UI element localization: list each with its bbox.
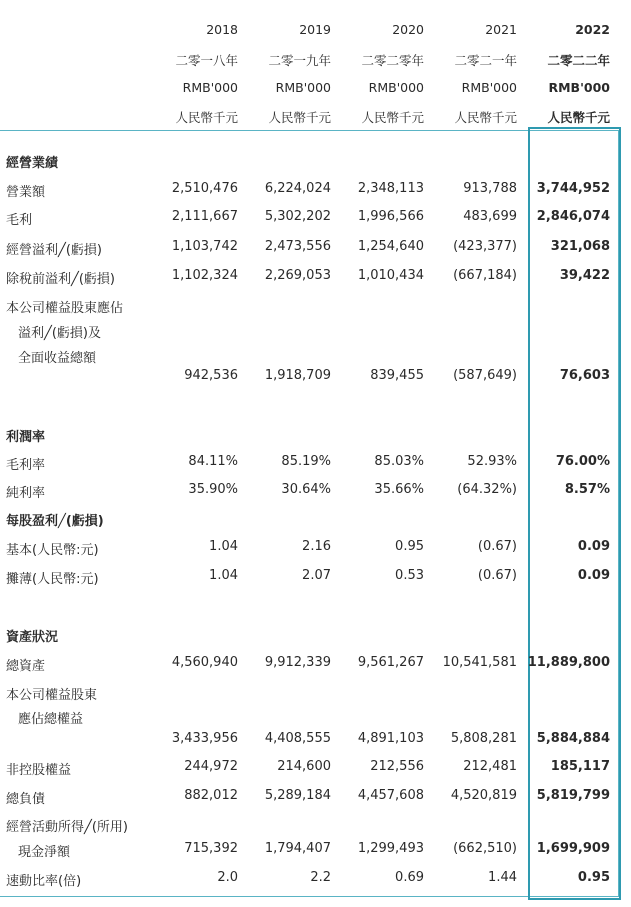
cell-value: 185,117: [550, 759, 610, 774]
row-label: 攤薄(人民幣:元): [6, 572, 99, 587]
header-cn-year: 二零一八年: [175, 53, 238, 68]
section-row: [0, 510, 631, 532]
row-label: 本公司權益股東: [6, 688, 98, 703]
row-label: 毛利: [6, 213, 33, 228]
header-year: 2022: [575, 22, 610, 37]
cell-value: 3,744,952: [536, 181, 610, 196]
cell-value: 2,348,113: [357, 181, 424, 196]
table-row: [0, 655, 631, 677]
cell-value: (667,184): [453, 268, 517, 283]
cell-value: (587,649): [453, 368, 517, 383]
cell-value: 5,808,281: [450, 731, 517, 746]
table-row: [0, 684, 631, 706]
row-label: 應佔總權益: [18, 712, 84, 727]
cell-value: 5,302,202: [264, 209, 331, 224]
cell-value: 715,392: [184, 841, 238, 856]
cell-value: (0.67): [477, 568, 517, 583]
table-row: [0, 454, 631, 476]
section-row: [0, 426, 631, 448]
cell-value: 2,111,667: [171, 209, 238, 224]
header-year: 2018: [206, 22, 238, 37]
cell-value: 1,102,324: [171, 268, 238, 283]
cell-value: 1,794,407: [264, 841, 331, 856]
cell-value: (0.67): [477, 539, 517, 554]
cell-value: 11,889,800: [527, 655, 610, 670]
row-label: 本公司權益股東應佔: [6, 301, 124, 316]
cell-value: 9,561,267: [357, 655, 424, 670]
table-row: [0, 347, 631, 369]
table-row: [0, 322, 631, 344]
cell-value: 8.57%: [564, 482, 610, 497]
header-unit-en: RMB'000: [275, 80, 331, 95]
cell-value: 76,603: [559, 368, 610, 383]
table-row: [0, 239, 631, 261]
cell-value: 4,560,940: [171, 655, 238, 670]
table-row: [0, 482, 631, 504]
cell-value: 1,996,566: [357, 209, 424, 224]
table-row: [0, 568, 631, 590]
header-unit-cn: 人民幣千元: [454, 110, 517, 125]
header-unit-cn: 人民幣千元: [361, 110, 424, 125]
cell-value: 1,918,709: [264, 368, 331, 383]
cell-value: 1,299,493: [357, 841, 424, 856]
cell-value: 0.95: [577, 870, 610, 885]
cell-value: (64.32%): [457, 482, 517, 497]
cell-value: 5,819,799: [536, 788, 610, 803]
cell-value: 0.95: [395, 539, 424, 554]
header-unit-en: RMB'000: [182, 80, 238, 95]
table-row: [0, 731, 631, 753]
cell-value: 4,408,555: [264, 731, 331, 746]
header-cn-year: 二零二零年: [361, 53, 424, 68]
cell-value: 1.04: [209, 539, 238, 554]
cell-value: 913,788: [463, 181, 517, 196]
cell-value: 76.00%: [555, 454, 610, 469]
row-label: 非控股權益: [6, 763, 72, 778]
cell-value: 2,473,556: [264, 239, 331, 254]
cell-value: 6,224,024: [264, 181, 331, 196]
cell-value: 244,972: [184, 759, 238, 774]
cell-value: 2,269,053: [264, 268, 331, 283]
cell-value: 5,884,884: [536, 731, 610, 746]
cell-value: 942,536: [184, 368, 238, 383]
cell-value: 2,846,074: [536, 209, 610, 224]
cell-value: 35.66%: [374, 482, 424, 497]
cell-value: 5,289,184: [264, 788, 331, 803]
header-year: 2020: [392, 22, 424, 37]
cell-value: 212,556: [370, 759, 424, 774]
table-row: [0, 297, 631, 319]
cell-value: 882,012: [184, 788, 238, 803]
cell-value: 2,510,476: [171, 181, 238, 196]
header-cn-year: 二零一九年: [268, 53, 331, 68]
header-unit-cn: 人民幣千元: [547, 110, 610, 125]
row-label: 速動比率(倍): [6, 874, 82, 889]
row-label: 純利率: [6, 486, 46, 501]
header-cn-year: 二零二一年: [454, 53, 517, 68]
cell-value: 0.53: [395, 568, 424, 583]
header-unit-en: RMB'000: [368, 80, 424, 95]
row-label: 除稅前溢利╱(虧損): [6, 272, 115, 287]
cell-value: 2.07: [302, 568, 331, 583]
cell-value: 0.69: [395, 870, 424, 885]
header-unit-en: RMB'000: [548, 80, 610, 95]
cell-value: 52.93%: [467, 454, 517, 469]
cell-value: 214,600: [277, 759, 331, 774]
cell-value: 1,103,742: [171, 239, 238, 254]
row-label: 全面收益總額: [18, 351, 97, 366]
section-title: 每股盈利╱(虧損): [6, 514, 104, 529]
cell-value: 30.64%: [281, 482, 331, 497]
cell-value: 0.09: [577, 568, 610, 583]
table-row: [0, 368, 631, 390]
cell-value: 321,068: [550, 239, 610, 254]
cell-value: 483,699: [463, 209, 517, 224]
table-row: [0, 788, 631, 810]
cell-value: (423,377): [453, 239, 517, 254]
table-row: [0, 870, 631, 892]
cell-value: 84.11%: [188, 454, 238, 469]
cell-value: 2.16: [302, 539, 331, 554]
row-label: 毛利率: [6, 458, 46, 473]
cell-value: 4,457,608: [357, 788, 424, 803]
cell-value: 85.19%: [281, 454, 331, 469]
cell-value: 212,481: [463, 759, 517, 774]
cell-value: 2.0: [217, 870, 238, 885]
header-unit-cn: 人民幣千元: [268, 110, 331, 125]
cell-value: 1,254,640: [357, 239, 424, 254]
cell-value: 0.09: [577, 539, 610, 554]
section-title: 經營業績: [6, 156, 59, 171]
header-year: 2021: [485, 22, 517, 37]
table-row: [0, 268, 631, 290]
table-row: [0, 759, 631, 781]
cell-value: 35.90%: [188, 482, 238, 497]
row-label: 經營活動所得╱(所用): [6, 820, 128, 835]
cell-value: 85.03%: [374, 454, 424, 469]
table-row: [0, 539, 631, 561]
row-label: 總資產: [6, 659, 46, 674]
table-row: [0, 841, 631, 863]
cell-value: 1,010,434: [357, 268, 424, 283]
header-unit-en: RMB'000: [461, 80, 517, 95]
row-label: 基本(人民幣:元): [6, 543, 99, 558]
table-row: [0, 209, 631, 231]
cell-value: 4,520,819: [450, 788, 517, 803]
header-cn-year: 二零二二年: [547, 53, 610, 68]
cell-value: 1.44: [488, 870, 517, 885]
table-row: [0, 181, 631, 203]
section-row: [0, 152, 631, 174]
cell-value: 10,541,581: [442, 655, 517, 670]
cell-value: 39,422: [559, 268, 610, 283]
header-year: 2019: [299, 22, 331, 37]
cell-value: 839,455: [370, 368, 424, 383]
section-row: [0, 626, 631, 648]
row-label: 現金淨額: [18, 845, 71, 860]
cell-value: 3,433,956: [171, 731, 238, 746]
table-row: [0, 816, 631, 838]
cell-value: 9,912,339: [264, 655, 331, 670]
header-unit-cn: 人民幣千元: [175, 110, 238, 125]
cell-value: 1,699,909: [536, 841, 610, 856]
table-header: [0, 0, 631, 130]
cell-value: 1.04: [209, 568, 238, 583]
cell-value: (662,510): [453, 841, 517, 856]
section-title: 資產狀況: [6, 630, 59, 645]
cell-value: 2.2: [310, 870, 331, 885]
cell-value: 4,891,103: [357, 731, 424, 746]
section-title: 利潤率: [6, 430, 46, 445]
table-row: [0, 708, 631, 730]
row-label: 溢利╱(虧損)及: [18, 326, 101, 341]
row-label: 總負債: [6, 792, 46, 807]
row-label: 營業額: [6, 185, 46, 200]
row-label: 經營溢利╱(虧損): [6, 243, 102, 258]
